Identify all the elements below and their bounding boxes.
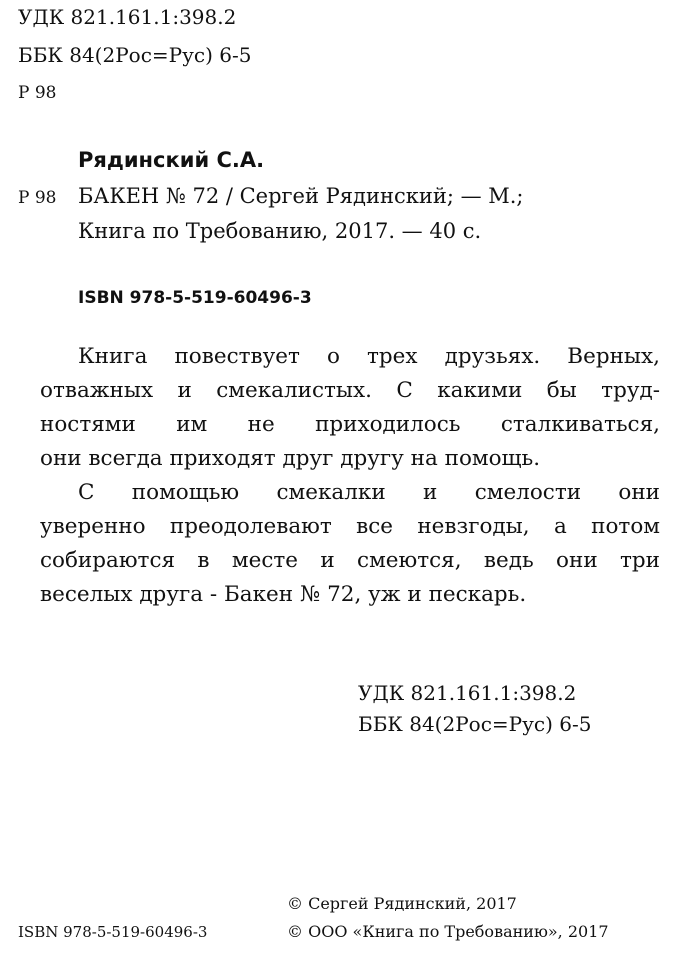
- isbn-record: ISBN 978-5-519-60496-3: [78, 288, 312, 308]
- annotation-line: отважных и смекалистых. С какими бы труд-: [40, 378, 660, 403]
- annotation-line: они всегда приходят друг другу на помощь.: [40, 446, 541, 471]
- annotation-line: ностями им не приходилось сталкиваться,: [40, 412, 660, 437]
- publisher-line: Книга по Требованию, 2017. — 40 с.: [78, 219, 482, 243]
- bbk-code-bottom: ББК 84(2Рос=Рус) 6-5: [358, 712, 592, 736]
- udk-code-top: УДК 821.161.1:398.2: [18, 5, 237, 29]
- author-sign-top: Р 98: [18, 83, 57, 103]
- annotation-line: собираются в месте и смеются, ведь они три: [40, 548, 660, 573]
- isbn-footer: ISBN 978-5-519-60496-3: [18, 923, 208, 941]
- annotation-line: С помощью смекалки и смелости они: [78, 480, 660, 505]
- author-sign-record: Р 98: [18, 188, 57, 208]
- annotation-line: веселых друга - Бакен № 72, уж и пескарь.: [40, 582, 527, 607]
- annotation-line: Книга повествует о трех друзьях. Верных,: [78, 344, 660, 369]
- copyright-publisher: © ООО «Книга по Требованию», 2017: [287, 922, 609, 941]
- copyright-author: © Сергей Рядинский, 2017: [287, 894, 517, 913]
- bbk-code-top: ББК 84(2Рос=Рус) 6-5: [18, 43, 252, 67]
- title-line: БАКЕН № 72 / Сергей Рядинский; — М.;: [78, 184, 524, 208]
- annotation-line: уверенно преодолевают все невзгоды, а потом: [40, 514, 660, 539]
- udk-code-bottom: УДК 821.161.1:398.2: [358, 681, 577, 705]
- author-heading: Рядинский С.А.: [78, 148, 265, 172]
